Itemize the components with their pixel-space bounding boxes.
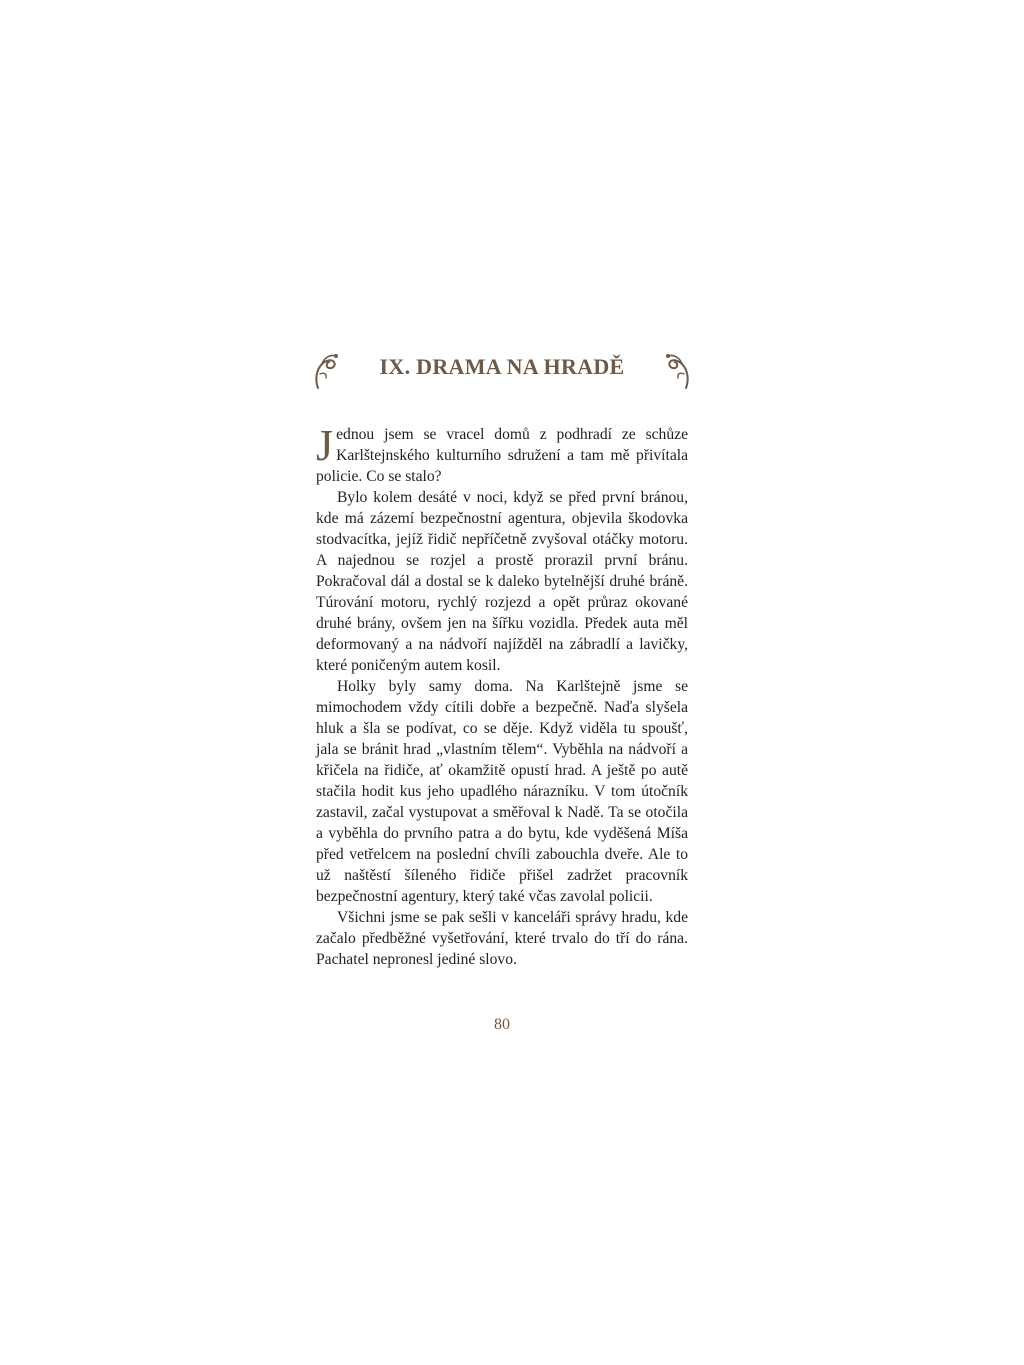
paragraph-1-text: ednou jsem se vracel domů z podhradí ze schůze Karlštejnského kulturního sdružení a tam mě přivítala policie. Co se stalo? <box>316 426 688 485</box>
chapter-heading <box>312 350 692 394</box>
paragraph-3: Holky byly samy doma. Na Karlštejně jsme se mimochodem vždy cítili dobře a bezpečně. Naďa slyšela hluk a šla se podívat, co se děje. Když viděla tu spoušť, jala se bránit hrad „vlastním tělem“. Vyběhla na nádvoří a křičela na řidiče, ať okamžitě opustí hrad. A ještě po autě stačila hodit kus jeho upadlého nárazníku. V tom útočník zastavil, začal vystupovat a směřoval k Nadě. Ta se otočila a vyběhla do prvního patra a do bytu, kde vyděšená Míša před vetřelcem na poslední chvíli zabouchla dveře. Ale to už naštěstí šíleného řidiče přišel zadržet pracovník bezpečnostní agentury, který také včas zavolal policii. <box>316 678 688 905</box>
fleuron-right-icon <box>664 350 692 390</box>
chapter-title: IX. DRAMA NA HRADĚ <box>379 354 625 379</box>
paragraph-2: Bylo kolem desáté v noci, když se před první bránou, kde má zázemí bezpečnostní agentura, objevila škodovka stodvacítka, jejíž řidič nepříčetně zvyšoval otáčky motoru. A najednou se rozjel a prostě prorazil první bránu. Pokračoval dál a dostal se k daleko bytelnější druhé bráně. Túrování motoru, rychlý rozjezd a opět průraz okované druhé brány, ovšem jen na šířku vozidla. Předek auta měl deformovaný a na nádvoří najížděl na zábradlí a lavičky, které poničeným autem kosil. <box>316 489 688 674</box>
chapter-body <box>316 421 688 970</box>
drop-cap: J <box>316 421 334 470</box>
paragraph-4: Všichni jsme se pak sešli v kanceláři správy hradu, kde začalo předběžné vyšetřování, které trvalo do tří do rána. Pachatel nepronesl jediné slovo. <box>316 909 688 968</box>
paragraph-1 <box>316 421 688 487</box>
page-number: 80 <box>494 1016 510 1033</box>
